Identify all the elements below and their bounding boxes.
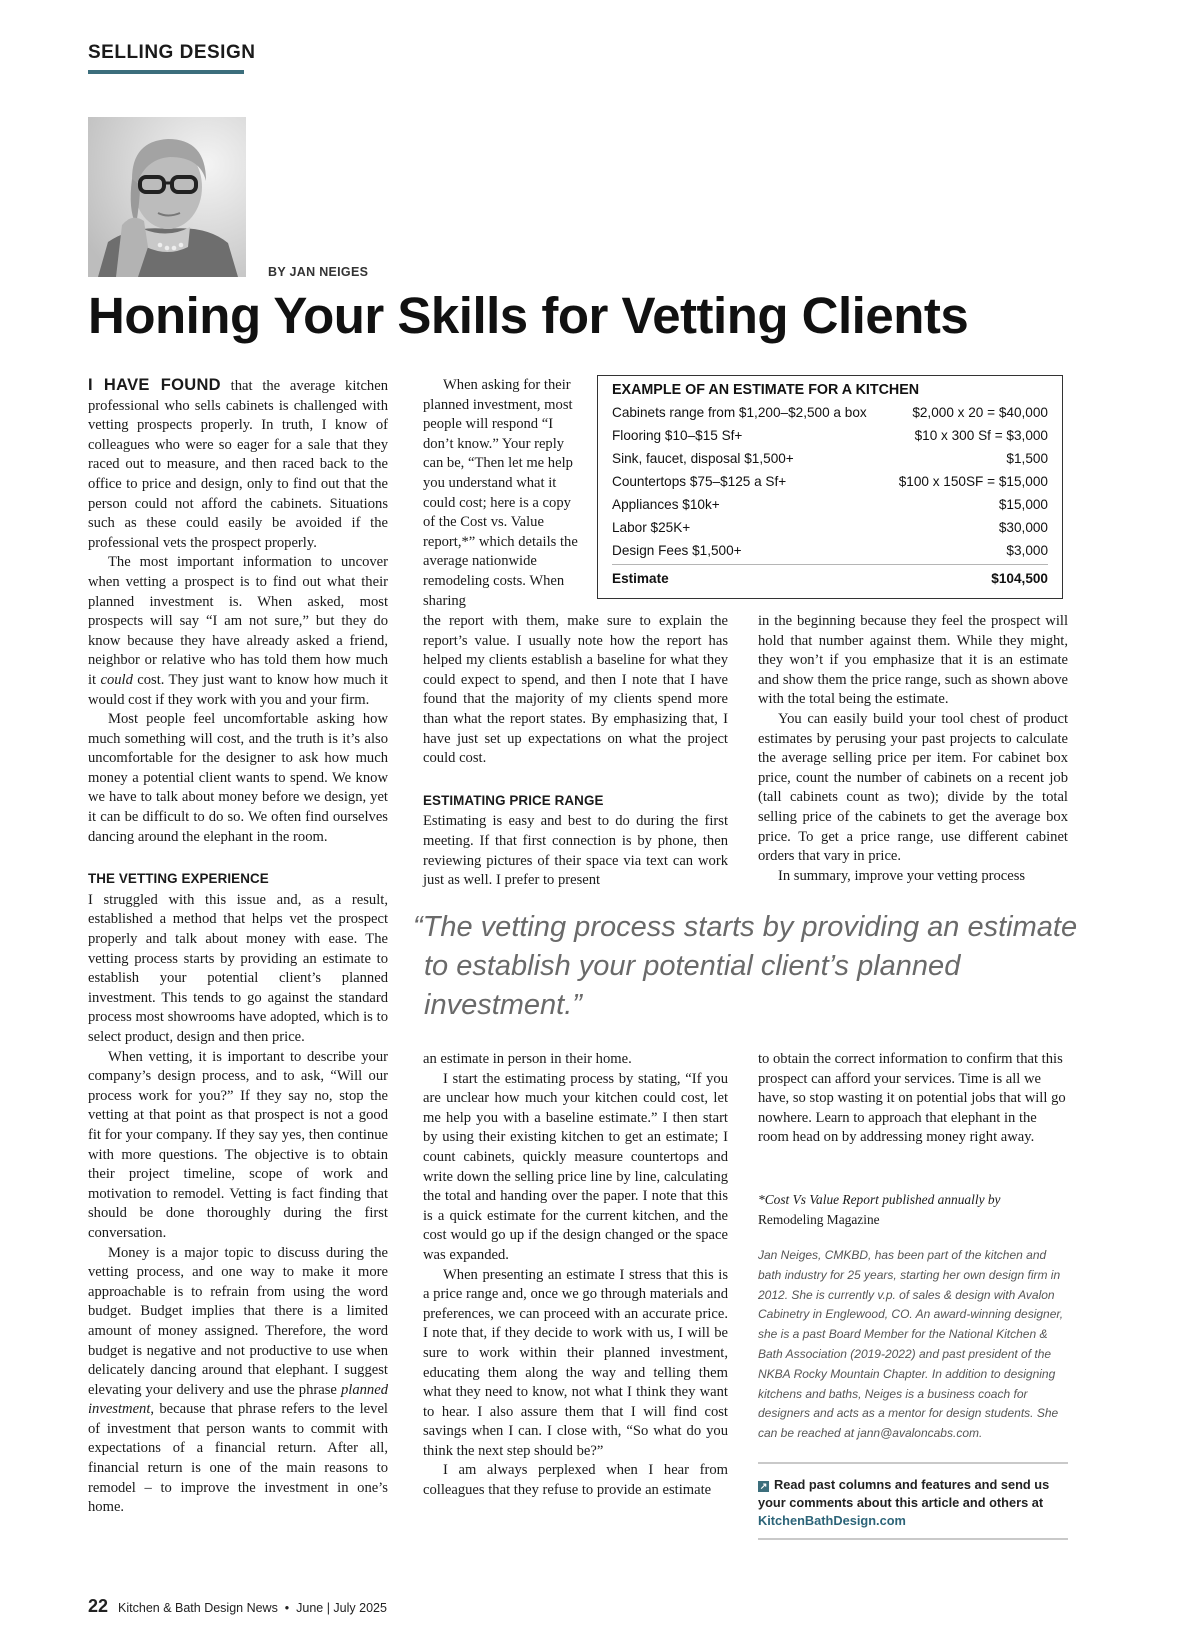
estimate-row (612, 539, 1048, 562)
paragraph: to obtain the correct information to confirm that this prospect can afford your services. Time is all we have, so stop wasting it on potential jobs that will go nowhere. Learn to approach that elephant in the room head on by addressing money right away. (758, 1051, 1066, 1146)
estimate-value: $30,000 (998, 520, 1048, 535)
page-number: 22 (88, 1596, 109, 1616)
estimate-value: $100 x 150SF = $15,000 (898, 474, 1048, 489)
estimate-divider (612, 564, 1048, 565)
estimate-item: Countertops $75–$125 a Sf+ (612, 474, 787, 489)
estimate-total-row (612, 567, 1048, 590)
headline: Honing Your Skills for Vetting Clients (88, 287, 969, 344)
paragraph-text: , because that phrase refers to the level of investment that person wants to commit with expectations of a financial return. After all, financial return is one of the main reasons to remodel – to improve the investment in one’s home. (88, 1401, 388, 1516)
cta-text: Read past columns and features and send us your comments about this article and others at (758, 1477, 1050, 1510)
estimate-row (612, 516, 1048, 539)
paragraph-text: that the average kitchen professional who sells cabinets is challenged with vetting prospects properly. In truth, I know of colleagues who were so eager for a sale that they raced out to measure, and then raced back to the office to price and design, only to find out that the person could not afford the cabinets. Situations such as these could easily be avoided if the professional vets the prospect properly. (88, 378, 389, 551)
paragraph: I start the estimating process by stating, “If you are unclear how much your kitchen could cost, let me help you with a baseline estimate.” I then start by using their existing kitchen to get an estimate; I count cabinets, quickly measure countertops and write down the selling price line by line, calculating the total and handing over the paper. I note that this is a quick estimate for the current kitchen, and the cost would go up if the design changed or the space was expanded. (423, 1070, 728, 1263)
estimate-value: $15,000 (998, 497, 1048, 512)
estimate-value: $3,000 (1006, 543, 1048, 558)
paragraph: When presenting an estimate I stress that this is a price range and, once we go through materials and preferences, we can proceed with an accurate price. I note that, if they decide to work with us, I will be sure to work within their planned investment, educating them along the way and telling them what they need to know, not what I think they want to hear. I also assure them that I will find cost savings when I can. I close with, “So what do you think the next step should be?” (423, 1266, 728, 1459)
estimate-row (612, 493, 1048, 516)
estimate-item: Design Fees $1,500+ (612, 543, 742, 558)
author-portrait (88, 117, 246, 277)
article-column-2-bottom (423, 1050, 728, 1501)
estimate-table (597, 375, 1063, 599)
estimate-row (612, 470, 1048, 493)
paragraph: You can easily build your tool chest of product estimates by perusing your past projects to calculate the average selling price per item. For cabinet box price, count the number of cabinets on a recent job (tall cabinets count as two); divide by the total selling price of the cabinets to get the average box price. To get a price range, use different cabinet orders that vary in price. (758, 710, 1068, 865)
article-column-3-top (758, 612, 1068, 886)
paragraph-text: Money is a major topic to discuss during the vetting process, and one way to make it more approachable is to refrain from using the word budget. Budget implies that there is a limited amount of money assigned. Therefore, the word budget is negative and not productive to use when delicately dancing around that elephant. I suggest elevating your delivery and use the phrase (88, 1244, 388, 1398)
publication-name: Kitchen & Bath Design News (118, 1601, 278, 1615)
article-column-2-mid (423, 612, 728, 891)
page-footer: 22 Kitchen & Bath Design News • June | July 2025 (88, 1596, 387, 1616)
paragraph: in the beginning because they feel the prospect will hold that number against them. While they might, they won’t if you emphasize that it is an estimate and show them the price range, such as shown above with the total being the estimate. (758, 613, 1068, 708)
estimate-item: Appliances $10k+ (612, 497, 720, 512)
estimate-item: Sink, faucet, disposal $1,500+ (612, 451, 794, 466)
estimate-item: Labor $25K+ (612, 520, 691, 535)
emphasis: planned investment (88, 1381, 388, 1418)
divider (758, 1538, 1068, 1540)
estimate-item: Cabinets range from $1,200–$2,500 a box (612, 405, 867, 420)
estimate-row (612, 447, 1048, 470)
article-column-1 (88, 376, 388, 1518)
paragraph (88, 1244, 388, 1518)
byline: BY JAN NEIGES (268, 265, 369, 279)
paragraph (88, 376, 388, 553)
estimate-total-value: $104,500 (991, 571, 1048, 586)
estimate-total-label: Estimate (612, 571, 669, 586)
pull-quote: “The vetting process starts by providing an estimate to establish your potential client’s planned investment.” (413, 911, 1078, 1021)
section-label: SELLING DESIGN (88, 42, 256, 63)
paragraph: In summary, improve your vetting process (778, 867, 1026, 884)
footnote-plain: Remodeling Magazine (758, 1212, 880, 1227)
article-column-3-bottom (758, 1050, 1068, 1148)
paragraph: Estimating is easy and best to do during the first meeting. If that first connection is by phone, then reviewing pictures of their space via text can work just as well. I prefer to present (423, 813, 728, 889)
website-link[interactable]: KitchenBathDesign.com (758, 1513, 906, 1528)
lead-in: I HAVE FOUND (88, 376, 221, 394)
estimate-row (612, 424, 1048, 447)
paragraph: the report with them, make sure to explain the report’s value. I usually note how the report has helped my clients establish a baseline for what they could expect to spend, and then I note that I have found that the majority of my clients spend more than what the report states. By emphasizing that, I have just set up expectations on what the project could cost. (423, 613, 728, 767)
estimate-value: $10 x 300 Sf = $3,000 (914, 428, 1048, 443)
paragraph: Most people feel uncomfortable asking how much something will cost, and the truth is it’s also uncomfortable for the designer to ask how much money a potential client wants to spend. We know we have to talk about money before we design, yet it can be difficult to do so. We often find ourselves dancing around the elephant in the room. (88, 711, 388, 845)
paragraph: I am always perplexed when I hear from colleagues that they refuse to provide an estimate (423, 1462, 728, 1499)
emphasis: could (100, 671, 133, 688)
author-bio: Jan Neiges, CMKBD, has been part of the kitchen and bath industry for 25 years, starting her own design firm in 2012. She is currently v.p. of sales & design with Avalon Cabinetry in Englewood, CO. An award-winning designer, she is a past Board Member for the National Kitchen & Bath Association (2019-2022) and past president of the NKBA Rocky Mountain Chapter. In addition to designing kitchens and baths, Neiges is a business coach for designers and acts as a mentor for design students. She can be reached at jann@avaloncabs.com. (758, 1248, 1064, 1441)
subhead-estimating: ESTIMATING PRICE RANGE (423, 792, 604, 808)
estimate-value: $2,000 x 20 = $40,000 (912, 405, 1048, 420)
paragraph (88, 553, 388, 710)
paragraph-text: cost. They just want to know how much it would cost if they work with you and your firm. (88, 671, 388, 708)
estimate-title: EXAMPLE OF AN ESTIMATE FOR A KITCHEN (612, 382, 920, 398)
arrow-box-icon: ↗ (759, 1481, 768, 1491)
footnote-italic: *Cost Vs Value Report published annually by (758, 1192, 1001, 1207)
article-column-2-top (423, 376, 581, 611)
section-rule (88, 70, 244, 74)
paragraph: When asking for their planned investment, most people will respond “I don’t know.” Your reply can be, “Then let me help you understand what it could cost; here is a copy of the Cost vs. Value report,*” which details the average nationwide remodeling costs. When sharing (423, 377, 578, 609)
estimate-item: Flooring $10–$15 Sf+ (612, 428, 743, 443)
divider (758, 1462, 1068, 1464)
paragraph-text: The most important information to uncover when vetting a prospect is to find out what their planned investment is. When asked, most prospects will say “I am not sure,” but they do know because they have already asked a friend, neighbor or relative who has told them how much it (88, 554, 388, 688)
footnote (758, 1190, 1068, 1230)
estimate-row (612, 401, 1048, 424)
paragraph: an estimate in person in their home. (423, 1051, 632, 1067)
paragraph: When vetting, it is important to describe your company’s design process, and to ask, “Will our process work for you?” If they say no, stop the vetting at that point as that prospect is not a good fit for your company. If they say yes, then continue with more questions. The objective is to obtain their project timeline, scope of work and motivation to remodel. Vetting is fact finding that should be done thoroughly during the first conversation. (88, 1048, 388, 1241)
issue-date: June | July 2025 (296, 1601, 387, 1615)
paragraph: I struggled with this issue and, as a result, established a method that helps vet the prospect properly and talk about money with ease. The vetting process starts by providing an estimate to establish your potential client’s planned investment. This tends to go against the standard process most showrooms have adopted, which is to select product, design and then price. (88, 891, 388, 1045)
estimate-value: $1,500 (1006, 451, 1048, 466)
subhead-vetting: THE VETTING EXPERIENCE (88, 871, 269, 887)
call-to-action (758, 1476, 1068, 1530)
